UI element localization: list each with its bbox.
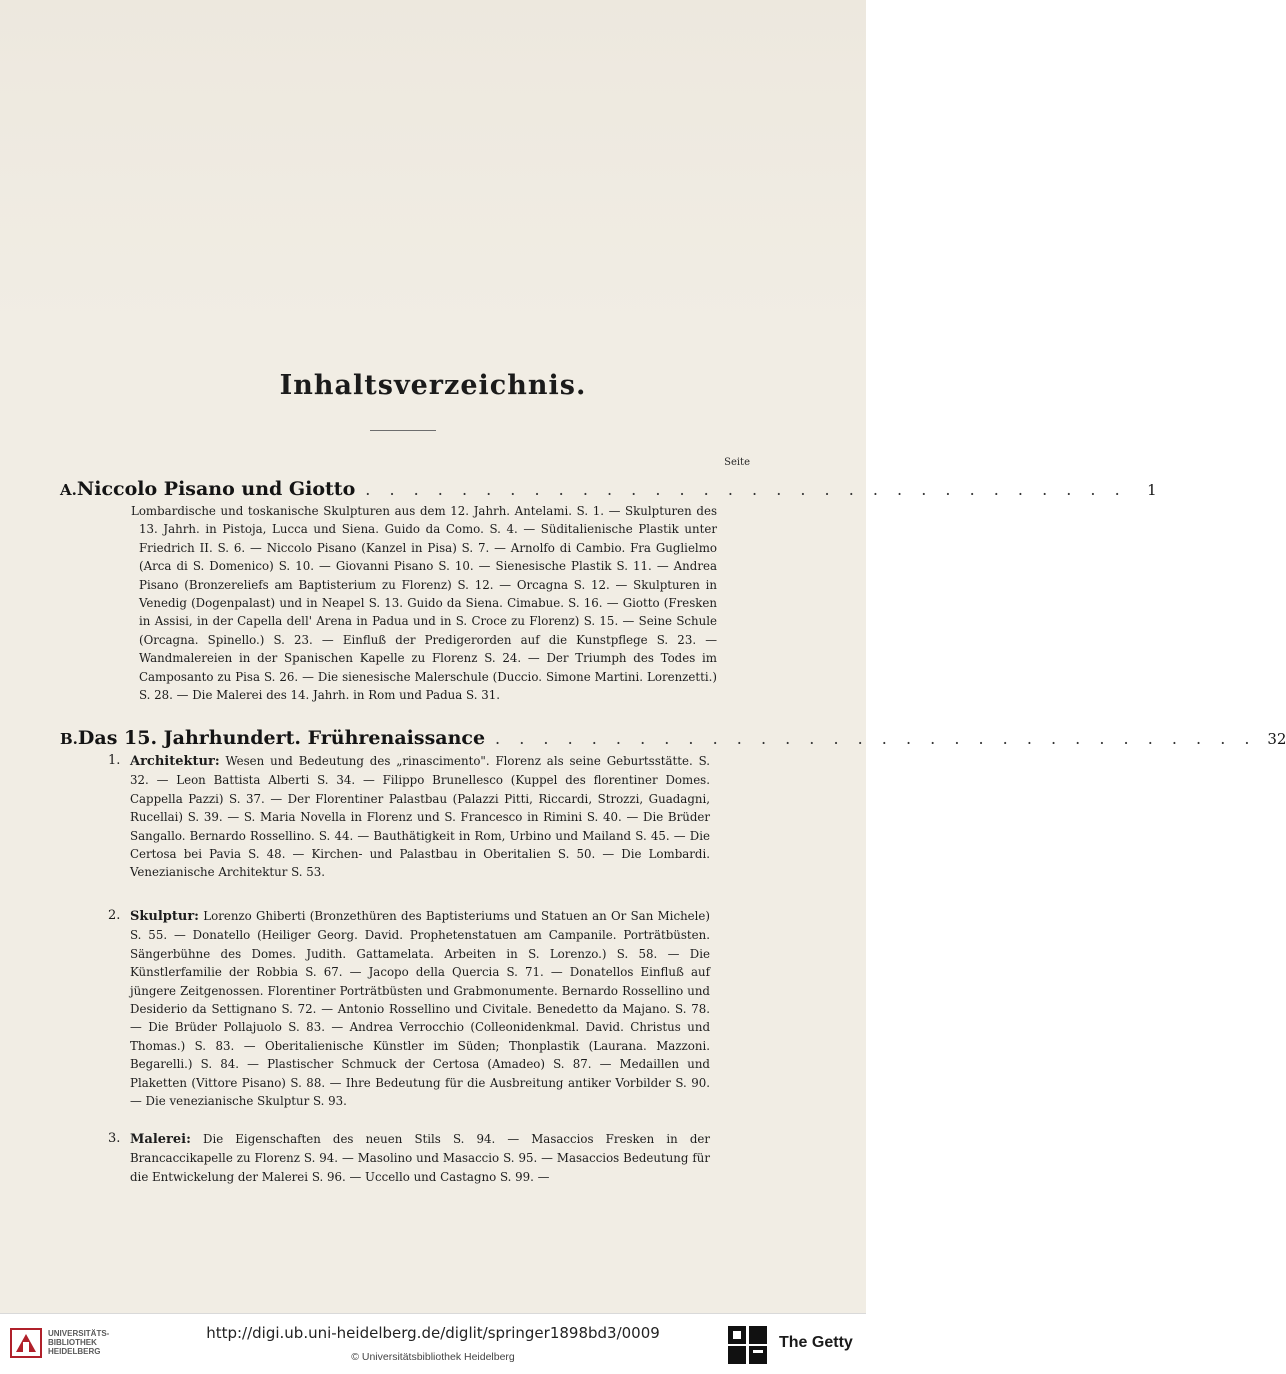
- section-a-page: 1: [1147, 481, 1157, 499]
- section-a-text: Lombardische und toskanische Skulpturen aus dem 12. Jahrh. Antelami. S. 1. — Skulpturen des 13. Jahrh. in Pistoja, Lucca und Siena. Guido da Como. S. 4. — Süditalienische Plastik unter Friedrich II. S. 6. — Niccolo Pisano (Kanzel in Pisa) S. 7. — Arnolfo di Cambio. Fra Guglielmo (Arca di S. Domenico) S. 10. — Giovanni Pisano S. 10. — Sienesische Plastik S. 11. — Andrea Pisano (Bronzereliefs am Baptisterium zu Florenz) S. 12. — Orcagna S. 12. — Skulpturen in Venedig (Dogenpalast) und in Neapel S. 13. Guido da Siena. Cimabue. S. 16. — Giotto (Fresken in Assisi, in der Capella dell' Arena in Padua und in S. Croce zu Florenz) S. 15. — Seine Schule (Orcagna. Spinello.) S. 23. — Einfluß der Predigerorden auf die Kunstpflege S. 23. — Wandmalereien in der Spanischen Kapelle zu Florenz S. 24. — Der Triumph des Todes im Camposanto zu Pisa S. 26. — Die sienesische Malerschule (Duccio. Simone Martini. Lorenzetti.) S. 28. — Die Malerei des 14. Jahrh. in Rom und Padua S. 31.: [131, 504, 717, 703]
- copyright-text: © Universitätsbibliothek Heidelberg: [351, 1351, 515, 1363]
- item-text: Lorenzo Ghiberti (Bronzethüren des Baptisteriums und Statuen an Or San Michele) S. 55. — Donatello (Heiliger Georg. David. Prophetenstatuen am Campanile. Porträtbüsten. Sängerbühne des Domes. Judith. Gattamelata. Arbeiten in S. Lorenzo.) S. 58. — Die Künstlerfamilie der Robbia S. 67. — Jacopo della Quercia S. 71. — Donatellos Einfluß auf jüngere Zeitgenossen. Florentiner Porträtbüsten und Grabmonumente. Bernardo Rossellino und Desiderio da Settignano S. 72. — Antonio Rossellino und Civitale. Benedetto da Majano. S. 78. — Die Brüder Pollajuolo S. 83. — Andrea Verrocchio (Colleonidenkmal. David. Christus und Thomas.) S. 83. — Oberitalienische Künstler im Süden; Thonplastik (Laurana. Mazzoni. Begarelli.) S. 84. — Plastischer Schmuck der Certosa (Amadeo) S. 87. — Medaillen und Plaketten (Vittore Pisano) S. 88. — Ihre Bedeutung für die Ausbreitung antiker Vorbilder S. 90. — Die venezianische Skulptur S. 93.: [130, 909, 710, 1109]
- list-item-skulptur: [108, 907, 710, 1110]
- dot-leader: . . . . . . . . . . . . . . . . . . . . . . . . . . . . . . . .: [495, 729, 1257, 748]
- item-heading: Architektur:: [130, 754, 220, 769]
- section-a-letter: A.: [60, 481, 77, 499]
- item-heading: Skulptur:: [130, 909, 199, 924]
- footer-bar: [0, 1313, 866, 1374]
- getty-logo-icon[interactable]: [728, 1326, 768, 1364]
- item-text: Wesen und Bedeutung des „rinascimento". Florenz als seine Geburtsstätte. S. 32. — Leon Battista Alberti S. 34. — Filippo Brunellesco (Kuppel des florentiner Domes. Cappella Pazzi) S. 37. — Der Florentiner Palastbau (Palazzi Pitti, Riccardi, Strozzi, Guadagni, Rucellai) S. 39. — S. Maria Novella in Florenz und S. Francesco in Rimini S. 40. — Die Brüder Sangallo. Bernardo Rossellino. S. 44. — Bauthätigkeit in Rom, Urbino und Mailand S. 45. — Die Certosa bei Pavia S. 48. — Kirchen- und Palastbau in Oberitalien S. 50. — Die Lombardi. Venezianische Architektur S. 53.: [130, 754, 710, 880]
- list-item-malerei: [108, 1130, 710, 1186]
- permalink-url[interactable]: http://digi.ub.uni-heidelberg.de/diglit/springer1898bd3/0009: [206, 1324, 660, 1342]
- logo-line: UNIVERSITÄTS-: [48, 1329, 110, 1338]
- item-number: 3.: [108, 1131, 121, 1146]
- item-number: 1.: [108, 753, 121, 768]
- item-number: 2.: [108, 908, 121, 923]
- section-b-title: Das 15. Jahrhundert. Frührenaissance: [77, 727, 486, 749]
- logo-line: BIBLIOTHEK: [48, 1338, 97, 1347]
- item-heading: Malerei:: [130, 1132, 191, 1147]
- section-b-letter: B.: [60, 730, 78, 748]
- section-b-page: 32: [1267, 730, 1286, 748]
- list-item-architektur: [108, 752, 710, 882]
- section-a-title: Niccolo Pisano und Giotto: [76, 478, 356, 500]
- section-b-heading: [60, 727, 1286, 753]
- page-column-label: Seite: [724, 457, 750, 468]
- logo-line: HEIDELBERG: [48, 1347, 101, 1356]
- page-title: Inhaltsverzeichnis.: [279, 370, 587, 401]
- section-a-heading: [60, 478, 1157, 504]
- getty-name[interactable]: The Getty: [779, 1334, 853, 1351]
- title-divider: [370, 430, 436, 431]
- dot-leader: . . . . . . . . . . . . . . . . . . . . . . . . . . . . . . . .: [365, 480, 1127, 499]
- bleed-through-area: [0, 0, 866, 330]
- item-text: Die Eigenschaften des neuen Stils S. 94. — Masaccios Fresken in der Brancaccikapelle zu Florenz S. 94. — Masolino und Masaccio S. 95. — Masaccios Bedeutung für die Entwickelung der Malerei S. 96. — Uccello und Castagno S. 99. —: [130, 1132, 710, 1184]
